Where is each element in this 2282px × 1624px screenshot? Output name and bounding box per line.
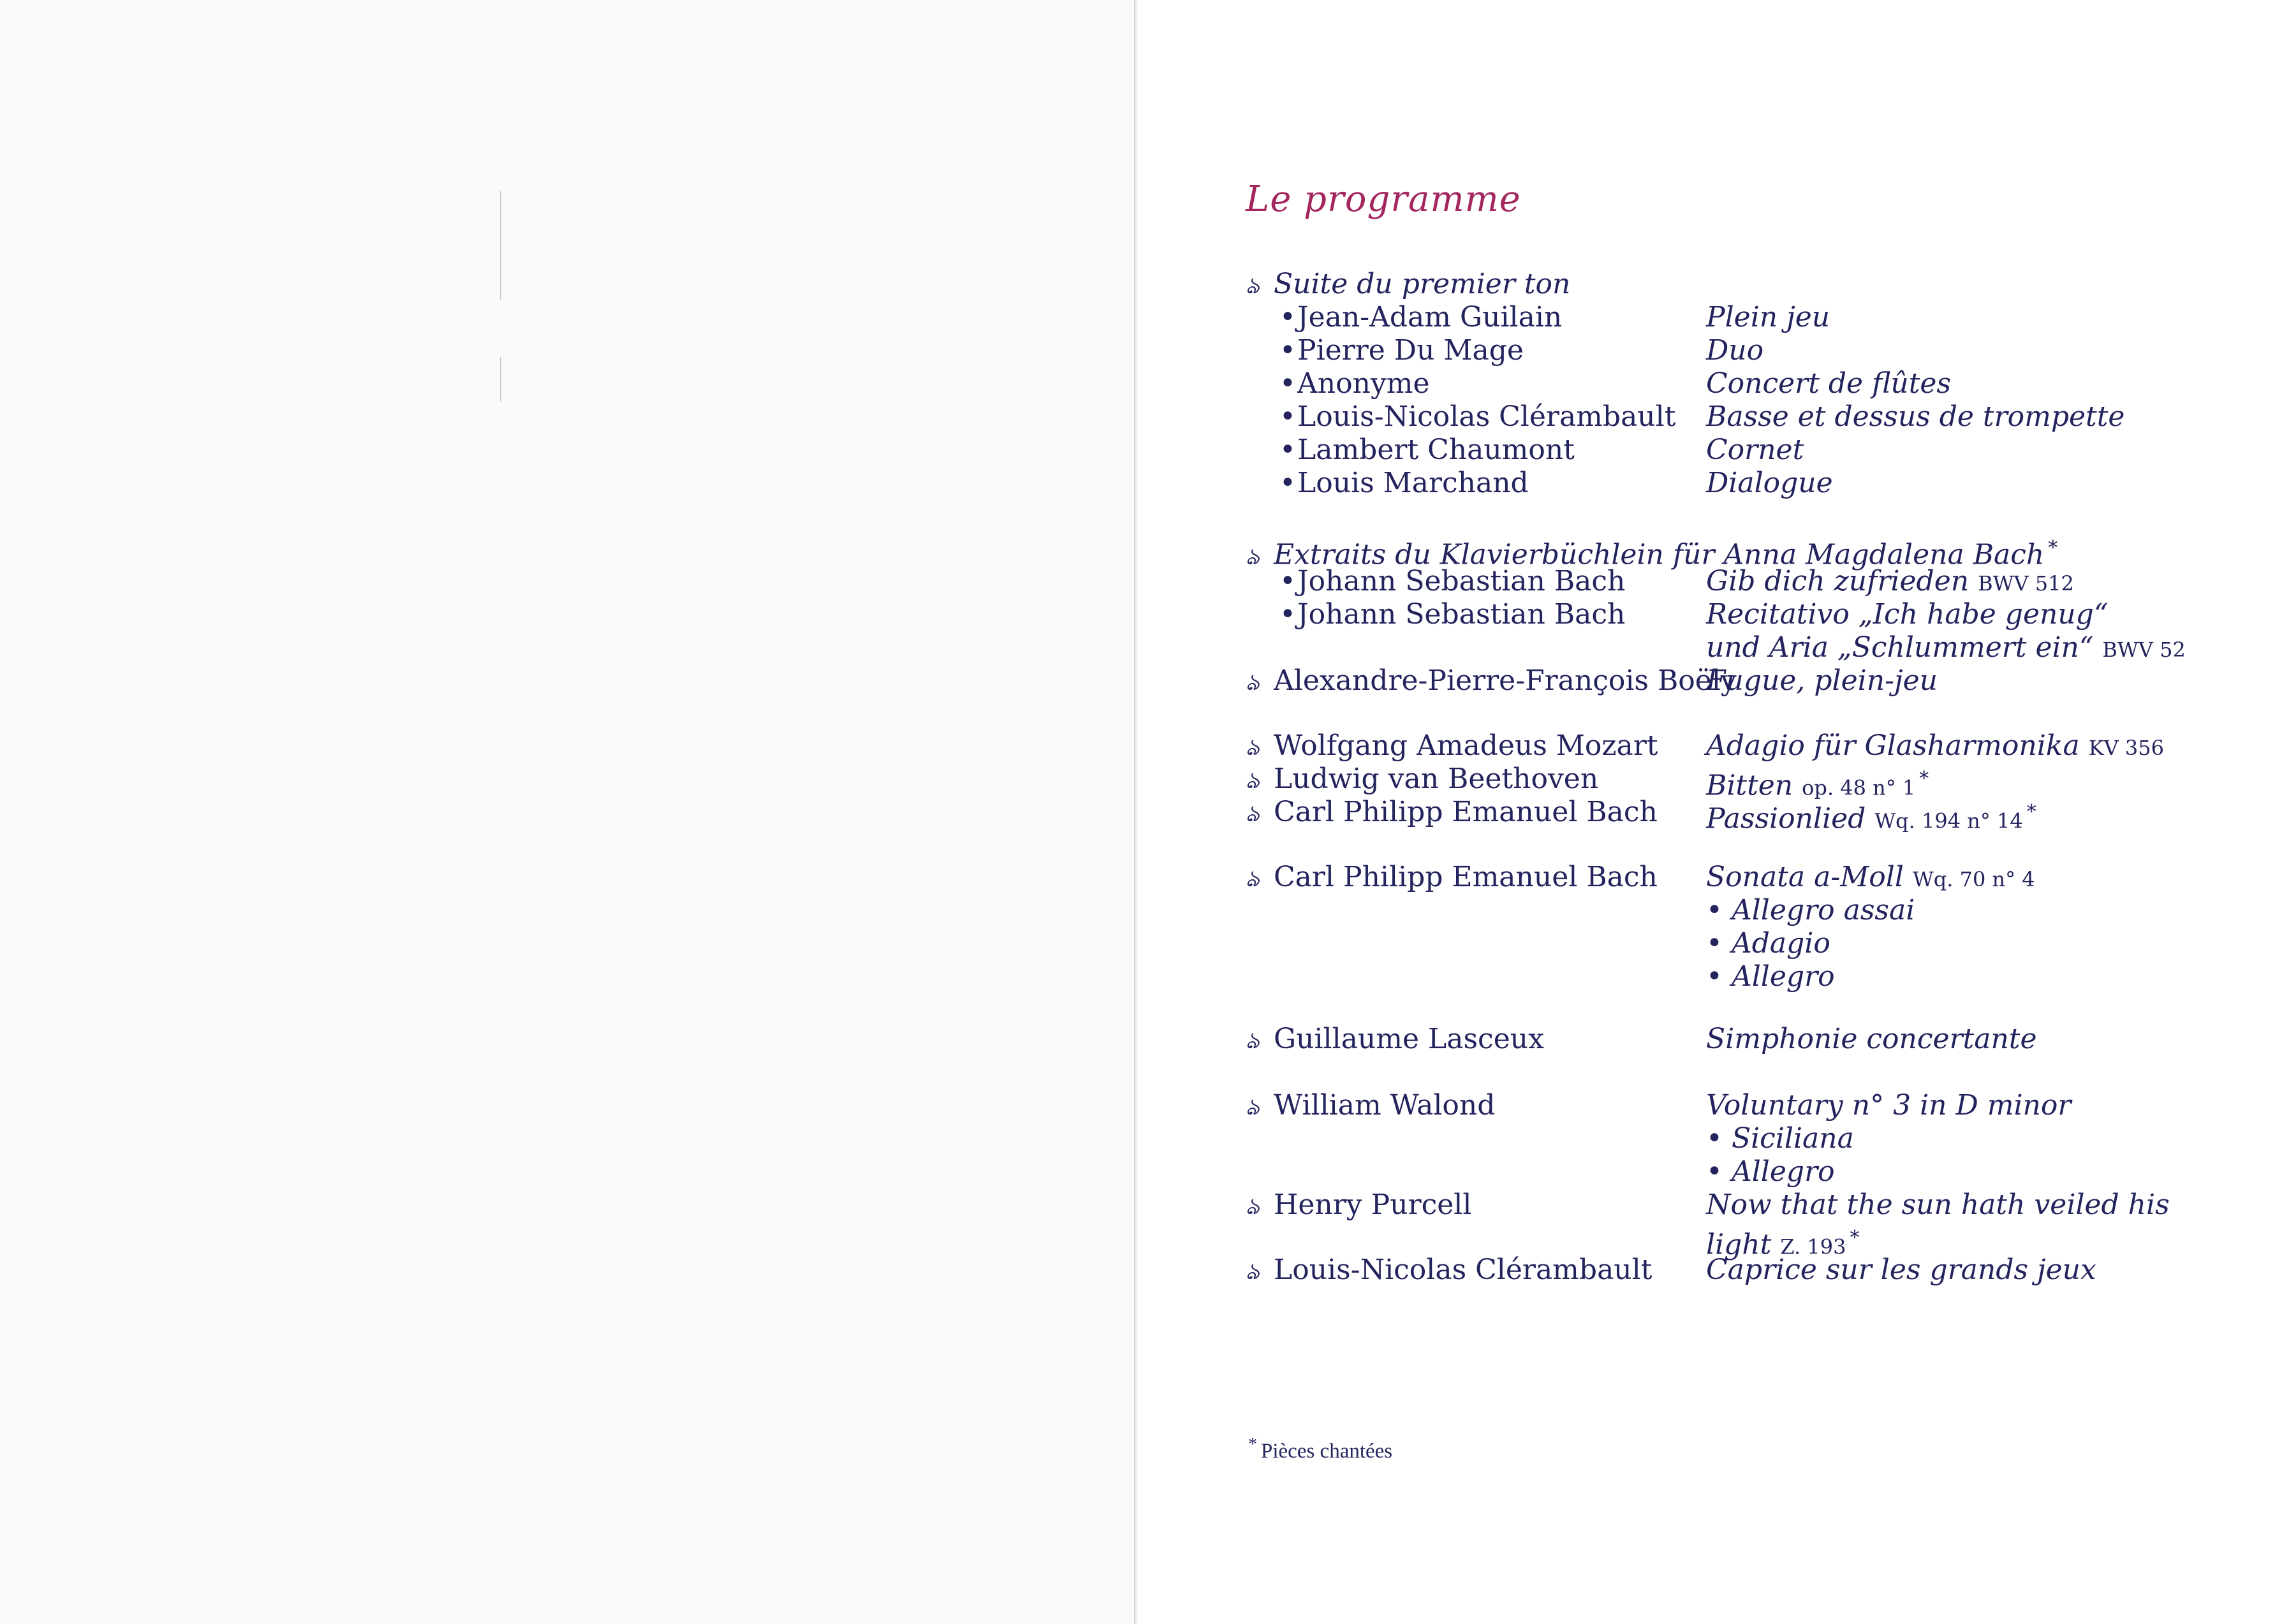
ornament-icon: ঌ: [1246, 1028, 1260, 1054]
scan-mark: [500, 357, 501, 402]
section-header: ঌ Extraits du Klavierbüchlein für Anna Magdalena Bach *: [1246, 532, 2057, 574]
composer-entry: ঌ Guillaume Lasceux: [1246, 1023, 1544, 1058]
scan-mark: [500, 191, 501, 300]
composer: •Lambert Chaumont: [1279, 434, 1575, 466]
movement: • Allegro assai: [1706, 894, 1915, 926]
movement: • Siciliana: [1706, 1122, 1854, 1155]
composer-entry: ঌ Carl Philipp Emanuel Bach: [1246, 861, 1658, 896]
composer: •Anonyme: [1279, 367, 1430, 400]
piece-title: Caprice sur les grands jeux: [1706, 1254, 2096, 1286]
composer: •Louis-Nicolas Clérambault: [1279, 400, 1676, 433]
composer: •Jean-Adam Guilain: [1279, 301, 1563, 333]
piece-title: Now that the sun hath veiled his: [1706, 1189, 2170, 1221]
ornament-icon: ঌ: [1246, 543, 1260, 570]
piece-title: Concert de flûtes: [1706, 367, 1952, 400]
piece-title: Gib dich zufrieden BWV 512: [1706, 565, 2074, 597]
ornament-icon: ঌ: [1246, 801, 1260, 827]
composer-entry: ঌ Henry Purcell: [1246, 1189, 1471, 1224]
piece-title: Bitten op. 48 n° 1 *: [1706, 768, 1929, 802]
piece-title: Cornet: [1706, 434, 1804, 466]
composer-entry: ঌ Carl Philipp Emanuel Bach: [1246, 796, 1658, 831]
composer-entry: ঌ William Walond: [1246, 1089, 1495, 1124]
composer-entry: ঌ Ludwig van Beethoven: [1246, 763, 1598, 798]
sung-star-icon: *: [2026, 801, 2036, 823]
piece-title: Fugue, plein-jeu: [1706, 664, 1938, 697]
piece-title: light Z. 193 *: [1706, 1227, 1860, 1261]
ornament-icon: ঌ: [1246, 1259, 1260, 1285]
composer-entry: ঌ Louis-Nicolas Clérambault: [1246, 1254, 1652, 1289]
piece-title: Plein jeu: [1706, 301, 1830, 333]
composer: •Johann Sebastian Bach: [1279, 598, 1626, 631]
movement: • Adagio: [1706, 927, 1830, 960]
ornament-icon: ঌ: [1246, 273, 1260, 299]
piece-title: Sonata a-Moll Wq. 70 n° 4: [1706, 861, 2035, 893]
sung-star-icon: *: [1248, 1435, 1257, 1454]
piece-title: Adagio für Glasharmonika KV 356: [1706, 729, 2164, 762]
composer: •Johann Sebastian Bach: [1279, 565, 1626, 597]
piece-title: Voluntary n° 3 in D minor: [1706, 1089, 2072, 1122]
sung-star-icon: *: [1919, 768, 1929, 790]
ornament-icon: ঌ: [1246, 866, 1260, 892]
piece-title: Simphonie concertante: [1706, 1023, 2037, 1055]
ornament-icon: ঌ: [1246, 669, 1260, 696]
sung-star-icon: *: [2048, 537, 2058, 559]
piece-title: und Aria „Schlummert ein“ BWV 52: [1706, 631, 2186, 664]
section-header: ঌ Suite du premier ton: [1246, 268, 1570, 303]
movement: • Allegro: [1706, 1155, 1835, 1188]
ornament-icon: ঌ: [1246, 768, 1260, 794]
left-page: [0, 0, 1134, 1624]
movement: • Allegro: [1706, 960, 1835, 993]
footnote: * Pièces chantées: [1248, 1435, 1393, 1463]
piece-title: Recitativo „Ich habe genug“: [1706, 598, 2109, 631]
piece-title: Dialogue: [1706, 467, 1833, 499]
composer: •Pierre Du Mage: [1279, 334, 1524, 367]
page-title: Le programme: [1246, 179, 1521, 220]
composer-entry: ঌ Alexandre-Pierre-François Boëly: [1246, 664, 1737, 699]
ornament-icon: ঌ: [1246, 1194, 1260, 1220]
ornament-icon: ঌ: [1246, 1094, 1260, 1120]
piece-title: Duo: [1706, 334, 1764, 367]
ornament-icon: ঌ: [1246, 735, 1260, 761]
piece-title: Passionlied Wq. 194 n° 14 *: [1706, 801, 2036, 835]
piece-title: Basse et dessus de trompette: [1706, 400, 2125, 433]
composer-entry: ঌ Wolfgang Amadeus Mozart: [1246, 729, 1658, 764]
sung-star-icon: *: [1850, 1227, 1860, 1249]
composer: •Louis Marchand: [1279, 467, 1529, 499]
